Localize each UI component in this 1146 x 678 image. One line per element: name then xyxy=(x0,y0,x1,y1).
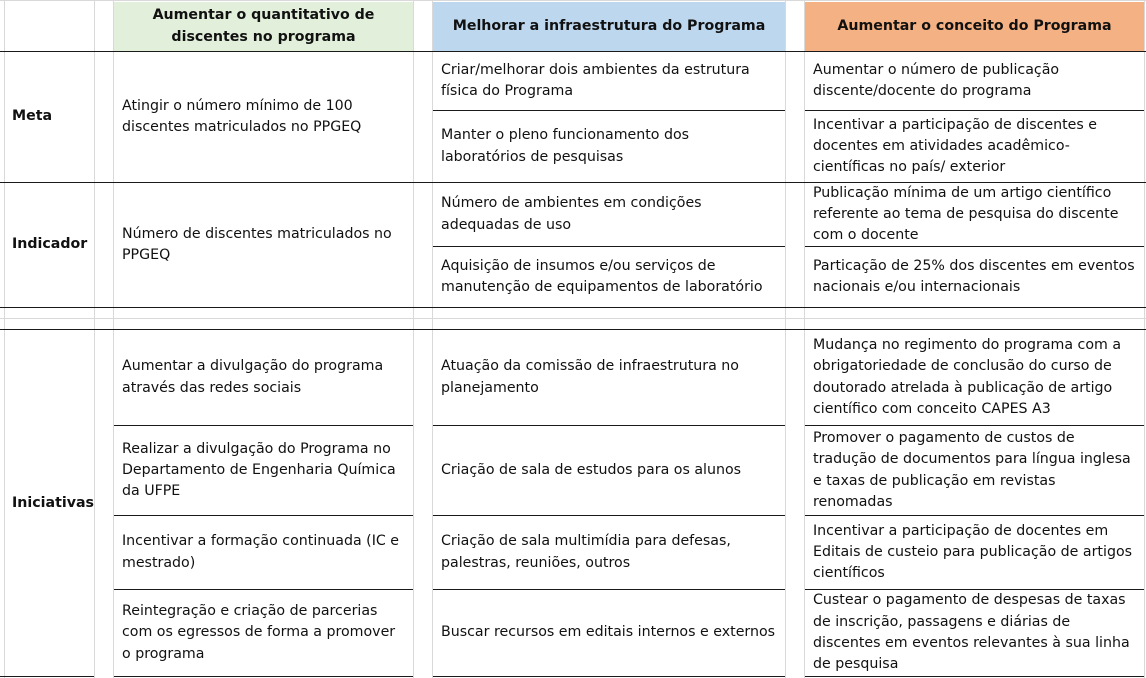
cell-border xyxy=(805,589,1144,590)
header-conceito: Aumentar o conceito do Programa xyxy=(805,2,1144,51)
row-label-meta: Meta xyxy=(12,108,53,125)
indicador-infraestrutura-cell: Aquisição de insumos e/ou serviços de manutenção de equipamentos de laboratório xyxy=(441,257,763,295)
cell-border xyxy=(805,425,1144,426)
iniciativa-conceito-cell: Mudança no regimento do programa com a obrigatoriedade de conclusão do curso de doutorado atrelada à publicação de artigo científico com conceito CAPES A3 xyxy=(813,336,1122,417)
iniciativa-conceito-cell: Incentivar a participação de docentes em Editais de custeio para publicação de artigos científicos xyxy=(813,522,1133,582)
iniciativa-conceito-cell: Custear o pagamento de despesas de taxas de inscrição, passagens e diárias de discentes em eventos relevantes à sua linha de pesquisa xyxy=(813,592,1130,673)
meta-infraestrutura-cell: Criar/melhorar dois ambientes da estrutura física do Programa xyxy=(441,61,750,99)
row-label-iniciativas: Iniciativas xyxy=(12,495,95,512)
iniciativa-conceito-cell: Promover o pagamento de custos de tradução de documentos para língua inglesa e taxas de publicação em revistas renomadas xyxy=(813,429,1131,510)
cell-border xyxy=(433,110,785,111)
iniciativa-quantitativo-cell: Realizar a divulgação do Programa no Departamento de Engenharia Química da UFPE xyxy=(122,440,396,500)
gridline xyxy=(413,0,414,678)
cell-border xyxy=(433,425,785,426)
gridline xyxy=(785,0,786,678)
cell-border xyxy=(114,425,413,426)
iniciativa-quantitativo-cell: Reintegração e criação de parcerias com os egressos de forma a promover o programa xyxy=(122,603,396,662)
gridline xyxy=(94,0,95,678)
cell-border xyxy=(805,246,1144,247)
indicador-infraestrutura-cell: Número de ambientes em condições adequadas de uso xyxy=(441,195,702,233)
cell-border xyxy=(433,246,785,247)
gridline xyxy=(0,318,1146,319)
iniciativa-infraestrutura-cell: Criação de sala multimídia para defesas, palestras, reuniões, outros xyxy=(441,533,731,571)
meta-quantitativo-cell: Atingir o número mínimo de 100 discentes matriculados no PPGEQ xyxy=(122,97,362,135)
row-border xyxy=(0,329,1146,330)
indicador-quantitativo-cell: Número de discentes matriculados no PPGEQ xyxy=(122,225,392,263)
cell-border xyxy=(805,676,1144,677)
iniciativa-infraestrutura-cell: Criação de sala de estudos para os alunos xyxy=(441,461,742,478)
iniciativa-infraestrutura-cell: Buscar recursos em editais internos e externos xyxy=(441,624,776,641)
row-border xyxy=(0,51,1146,52)
gridline xyxy=(1144,0,1145,678)
cell-border xyxy=(433,515,785,516)
cell-border xyxy=(114,589,413,590)
cell-border xyxy=(114,676,413,677)
row-label-indicador: Indicador xyxy=(12,236,88,253)
cell-border xyxy=(805,110,1144,111)
cell-border xyxy=(0,676,94,677)
cell-border xyxy=(433,676,785,677)
meta-conceito-cell: Incentivar a participação de discentes e docentes em atividades acadêmico-científicas no país/ exterior xyxy=(813,116,1098,176)
gridline xyxy=(0,0,1146,1)
meta-infraestrutura-cell: Manter o pleno funcionamento dos laboratórios de pesquisas xyxy=(441,127,690,165)
row-border xyxy=(0,307,1146,308)
iniciativa-quantitativo-cell: Incentivar a formação continuada (IC e mestrado) xyxy=(122,533,400,571)
cell-border xyxy=(805,515,1144,516)
indicador-conceito-cell: Publicação mínima de um artigo científico referente ao tema de pesquisa do discente com o docente xyxy=(813,184,1119,244)
cell-border xyxy=(433,589,785,590)
cell-border xyxy=(114,515,413,516)
indicador-conceito-cell: Particação de 25% dos discentes em eventos nacionais e/ou internacionais xyxy=(813,257,1135,295)
iniciativa-infraestrutura-cell: Atuação da comissão de infraestrutura no planejamento xyxy=(441,358,739,396)
iniciativa-quantitativo-cell: Aumentar a divulgação do programa através das redes sociais xyxy=(122,358,384,396)
meta-conceito-cell: Aumentar o número de publicação discente/docente do programa xyxy=(813,61,1060,99)
row-border xyxy=(0,182,1146,183)
header-quantitativo: Aumentar o quantitativo de discentes no programa xyxy=(114,2,413,51)
header-infraestrutura: Melhorar a infraestrutura do Programa xyxy=(433,2,785,51)
